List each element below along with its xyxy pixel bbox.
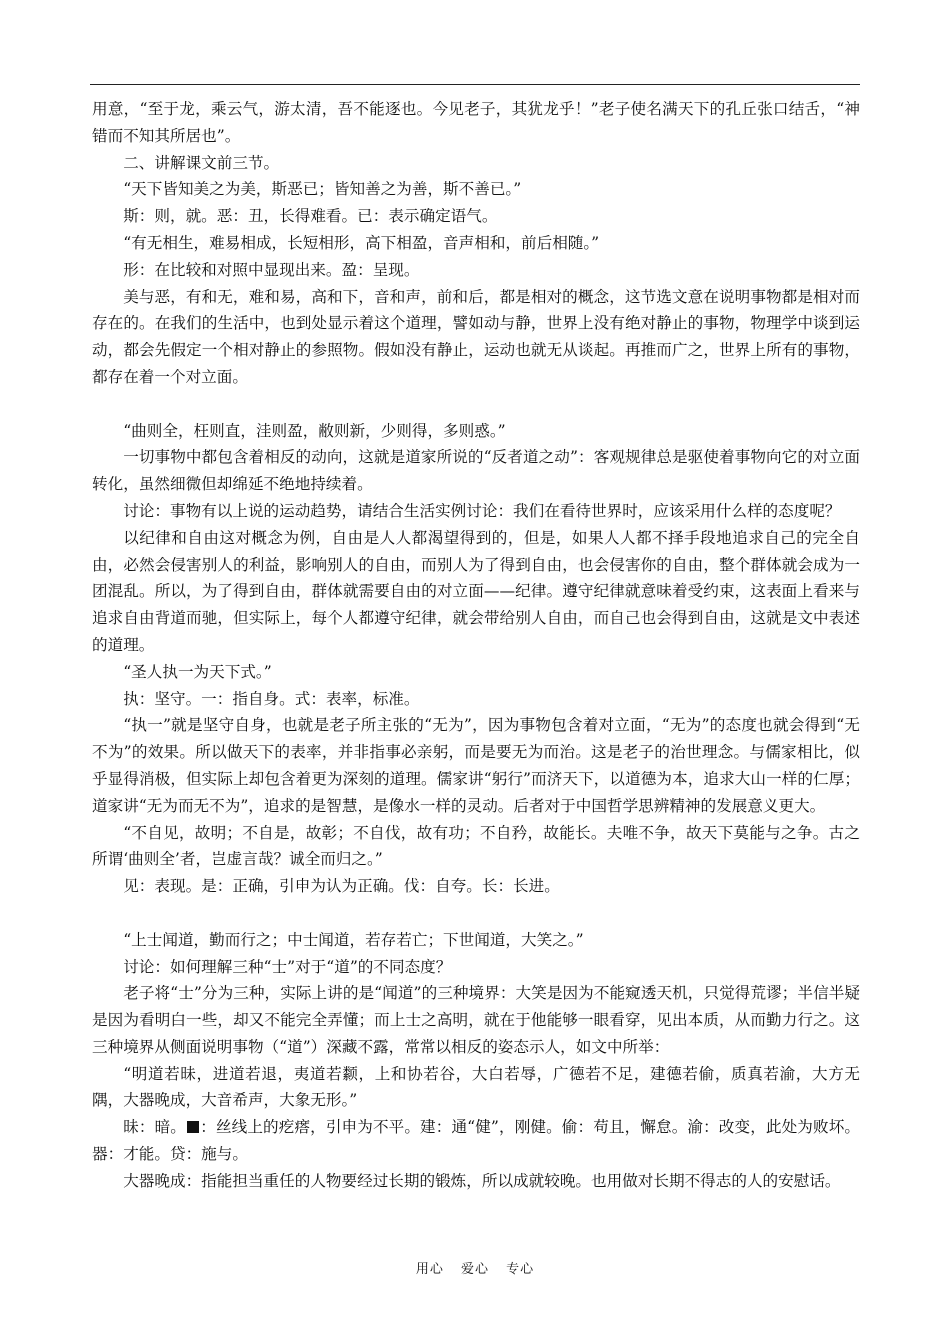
discussion-paragraph: 讨论：如何理解三种“士”对于“道”的不同态度？	[123, 957, 452, 976]
paragraph: 大器晚成：指能担当重任的人物要经过长期的锻炼，所以成就较晚。也用做对长期不得志的人的安慰话。	[123, 1171, 841, 1190]
paragraph: 美与恶，有和无，难和易，高和下，音和声，前和后，都是相对的概念，这节选文意在说明事物都是相对而存在的。在我们的生活中，也到处显示着这个道理，譬如动与静，世界上没有绝对静止的事物，物理学中谈到运动，都会先假定一个相对静止的参照物。假如没有静止，运动也就无从谈起。再推而广之，世界上所有的事物，都存在着一个对立面。	[92, 287, 860, 386]
annotation-text: ：丝线上的疙瘩，引申为不平。建：通“健”，刚健。偷：苟且，懈怠。渝：改变，此处为败坏。器：才能。贷：施与。	[92, 1118, 860, 1164]
paragraph: “执一”就是坚守自身，也就是老子所主张的“无为”，因为事物包含着对立面，“无为”的态度也就会得到“无不为”的效果。所以做天下的表率，并非指事必亲躬，而是要无为而治。这是老子的治世理念。与儒家相比，似乎显得消极，但实际上却包含着更为深刻的道理。儒家讲“躬行”而济天下，以道德为本，追求大山一样的仁厚；道家讲“无为而无不为”，追求的是智慧，是像水一样的灵动。后者对于中国哲学思辨精神的发展意义更大。	[92, 716, 860, 815]
annotation-paragraph	[92, 1114, 860, 1168]
annotation-paragraph: 见：表现。是：正确，引申为认为正确。伐：自夸。长：长进。	[123, 877, 560, 896]
body-text	[92, 96, 860, 1195]
discussion-paragraph: 讨论：事物有以上说的运动趋势，请结合生活实例讨论：我们在看待世界时，应该采用什么样的态度呢？	[123, 501, 841, 520]
paragraph: 老子将“士”分为三种，实际上讲的是“闻道”的三种境界：大笑是因为不能窥透天机，只觉得荒谬；半信半疑是因为看明白一些，却又不能完全弄懂；而上士之高明，就在于他能够一眼看穿，见出本质，从而勤力行之。这三种境界从侧面说明事物（“道”）深藏不露，常常以相反的姿态示人，如文中所举：	[92, 984, 860, 1056]
annotation-paragraph: 执：坚守。一：指自身。式：表率，标准。	[123, 689, 420, 708]
quote-paragraph: “不自见，故明；不自是，故彰；不自伐，故有功；不自矜，故能长。夫唯不争，故天下莫能与之争。古之所谓‘曲则全’者，岂虚言哉？诚全而归之。”	[92, 823, 860, 869]
annotation-text: 昧：暗。	[123, 1118, 186, 1137]
blank-line	[92, 900, 860, 927]
annotation-paragraph: 斯：则，就。恶：丑，长得难看。已：表示确定语气。	[123, 207, 498, 226]
quote-paragraph: “上士闻道，勤而行之；中士闻道，若存若亡；下世闻道，大笑之。”	[123, 930, 584, 949]
paragraph: 用意，“至于龙，乘云气，游太清，吾不能逐也。今见老子，其犹龙乎！”老子使名满天下的孔丘张口结舌，“神错而不知其所居也”。	[92, 100, 860, 145]
footer-item: 专心	[506, 1262, 535, 1277]
missing-glyph-square	[187, 1121, 199, 1133]
paragraph: 以纪律和自由这对概念为例，自由是人人都渴望得到的，但是，如果人人都不择手段地追求自己的完全自由，必然会侵害别人的利益，影响别人的自由，而别人为了得到自由，也会侵害你的自由，整个群体就会成为一团混乱。所以，为了得到自由，群体就需要自由的对立面——纪律。遵守纪律就意味着受约束，这表面上看来与追求自由背道而驰，但实际上，每个人都遵守纪律，就会带给别人自由，而自己也会得到自由，这就是文中表述的道理。	[92, 528, 860, 654]
footer-item: 爱心	[460, 1262, 489, 1277]
quote-paragraph: “明道若昧，进道若退，夷道若颣，上和协若谷，大白若辱，广德若不足，建德若偷，质真若渝，大方无隅，大器晚成，大音希声，大象无形。”	[92, 1064, 860, 1110]
section-heading: 二、讲解课文前三节。	[123, 153, 280, 172]
quote-paragraph: “圣人执一为天下式。”	[123, 662, 272, 681]
blank-line	[92, 391, 860, 418]
footer-item: 用心	[415, 1262, 444, 1277]
header-rule	[90, 84, 860, 85]
quote-paragraph: “有无相生，难易相成，长短相形，高下相盈，音声相和，前后相随。”	[123, 233, 600, 252]
paragraph: 一切事物中都包含着相反的动向，这就是道家所说的“反者道之动”：客观规律总是驱使着事物向它的对立面转化，虽然细微但却绵延不绝地持续着。	[92, 448, 860, 494]
quote-paragraph: “天下皆知美之为美，斯恶已；皆知善之为善，斯不善已。”	[123, 180, 522, 199]
quote-paragraph: “曲则全，枉则直，洼则盈，敝则新，少则得，多则惑。”	[123, 421, 506, 440]
annotation-paragraph: 形：在比较和对照中显现出来。盈：呈现。	[123, 260, 420, 279]
page-footer	[0, 1258, 950, 1277]
